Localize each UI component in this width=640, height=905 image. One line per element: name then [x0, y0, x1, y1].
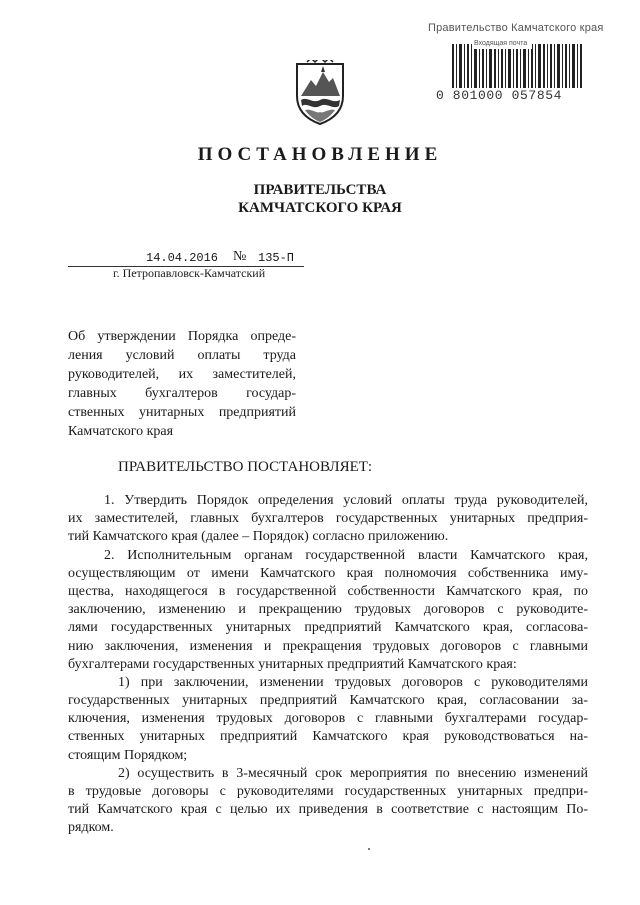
subject-line: руководителей, их заместителей,	[68, 367, 296, 382]
body-line: 2. Исполнительным органам государственной власти Камчатского края,	[104, 547, 588, 563]
subject-line: ственных унитарных предприятий	[68, 405, 296, 420]
barcode-number: 0 801000 057854	[436, 88, 563, 103]
body-line: нию заключения, изменения и прекращения трудовых договоров с главными	[68, 638, 588, 654]
subject-line: Камчатского края	[68, 424, 174, 439]
body-line: щества, находящегося в государственной собственности Камчатского края, по	[68, 583, 588, 599]
page-mark	[368, 848, 370, 850]
document-number: 135-П	[258, 251, 295, 265]
body-line: осуществляющим от имени Камчатского края полномочия собственника иму-	[68, 565, 588, 581]
body-line: стоящим Порядком;	[68, 747, 188, 763]
subject-line: ления условий оплаты труда	[68, 348, 296, 363]
body-line: рядком.	[68, 820, 114, 836]
document-date: 14.04.2016	[146, 251, 219, 265]
body-line: лями государственных унитарных предприятий Камчатского края, согласова-	[68, 620, 588, 636]
stamp-subtext: Входящая почта	[474, 40, 528, 47]
body-line: 1) при заключении, изменении трудовых договоров с руководителями	[118, 674, 588, 690]
body-line: тий Камчатского края (далее – Порядок) согласно приложению.	[68, 529, 449, 545]
body-line: заключению, изменению и прекращению трудовых договоров с руководите-	[68, 602, 588, 618]
number-sign: №	[233, 249, 247, 264]
issuer-line-1: ПРАВИТЕЛЬСТВА	[253, 182, 387, 198]
body-line: государственных унитарных предприятий Камчатского края, согласовании за-	[68, 693, 588, 709]
city-line: г. Петропавловск-Камчатский	[113, 266, 266, 280]
decree-phrase: ПРАВИТЕЛЬСТВО ПОСТАНОВЛЯЕТ:	[118, 459, 373, 475]
document-title: ПОСТАНОВЛЕНИЕ	[197, 144, 443, 165]
body-line: тий Камчатского края с целью их приведения в соответствие с настоящим По-	[68, 802, 588, 818]
body-line: бухгалтерами государственных унитарных предприятий Камчатского края:	[68, 656, 517, 672]
kamchatka-coat-of-arms-icon	[293, 60, 347, 126]
body-line: 2) осуществить в 3-месячный срок мероприятия по внесению изменений	[118, 765, 588, 781]
body-line: ключения, изменения трудовых договоров с главными бухгалтерами государ-	[68, 711, 588, 727]
body-line: в трудовые договоры с руководителями государственных унитарных предпри-	[68, 784, 588, 799]
issuer-line-2: КАМЧАТСКОГО КРАЯ	[238, 200, 402, 216]
subject-line: Об утверждении Порядка опреде-	[68, 329, 296, 344]
document-subject	[68, 327, 296, 441]
body-line: ственных унитарных предприятий Камчатского края руководствоваться на-	[68, 729, 588, 745]
body-line: их заместителей, главных бухгалтеров государственных унитарных предприя-	[68, 511, 588, 527]
stamp-organization: Правительство Камчатского края	[428, 22, 604, 34]
subject-line: главных бухгалтеров государ-	[68, 386, 296, 401]
body-line: 1. Утвердить Порядок определения условий оплаты труда руководителей,	[104, 493, 588, 508]
barcode-icon	[452, 40, 582, 92]
document-body	[68, 492, 588, 838]
